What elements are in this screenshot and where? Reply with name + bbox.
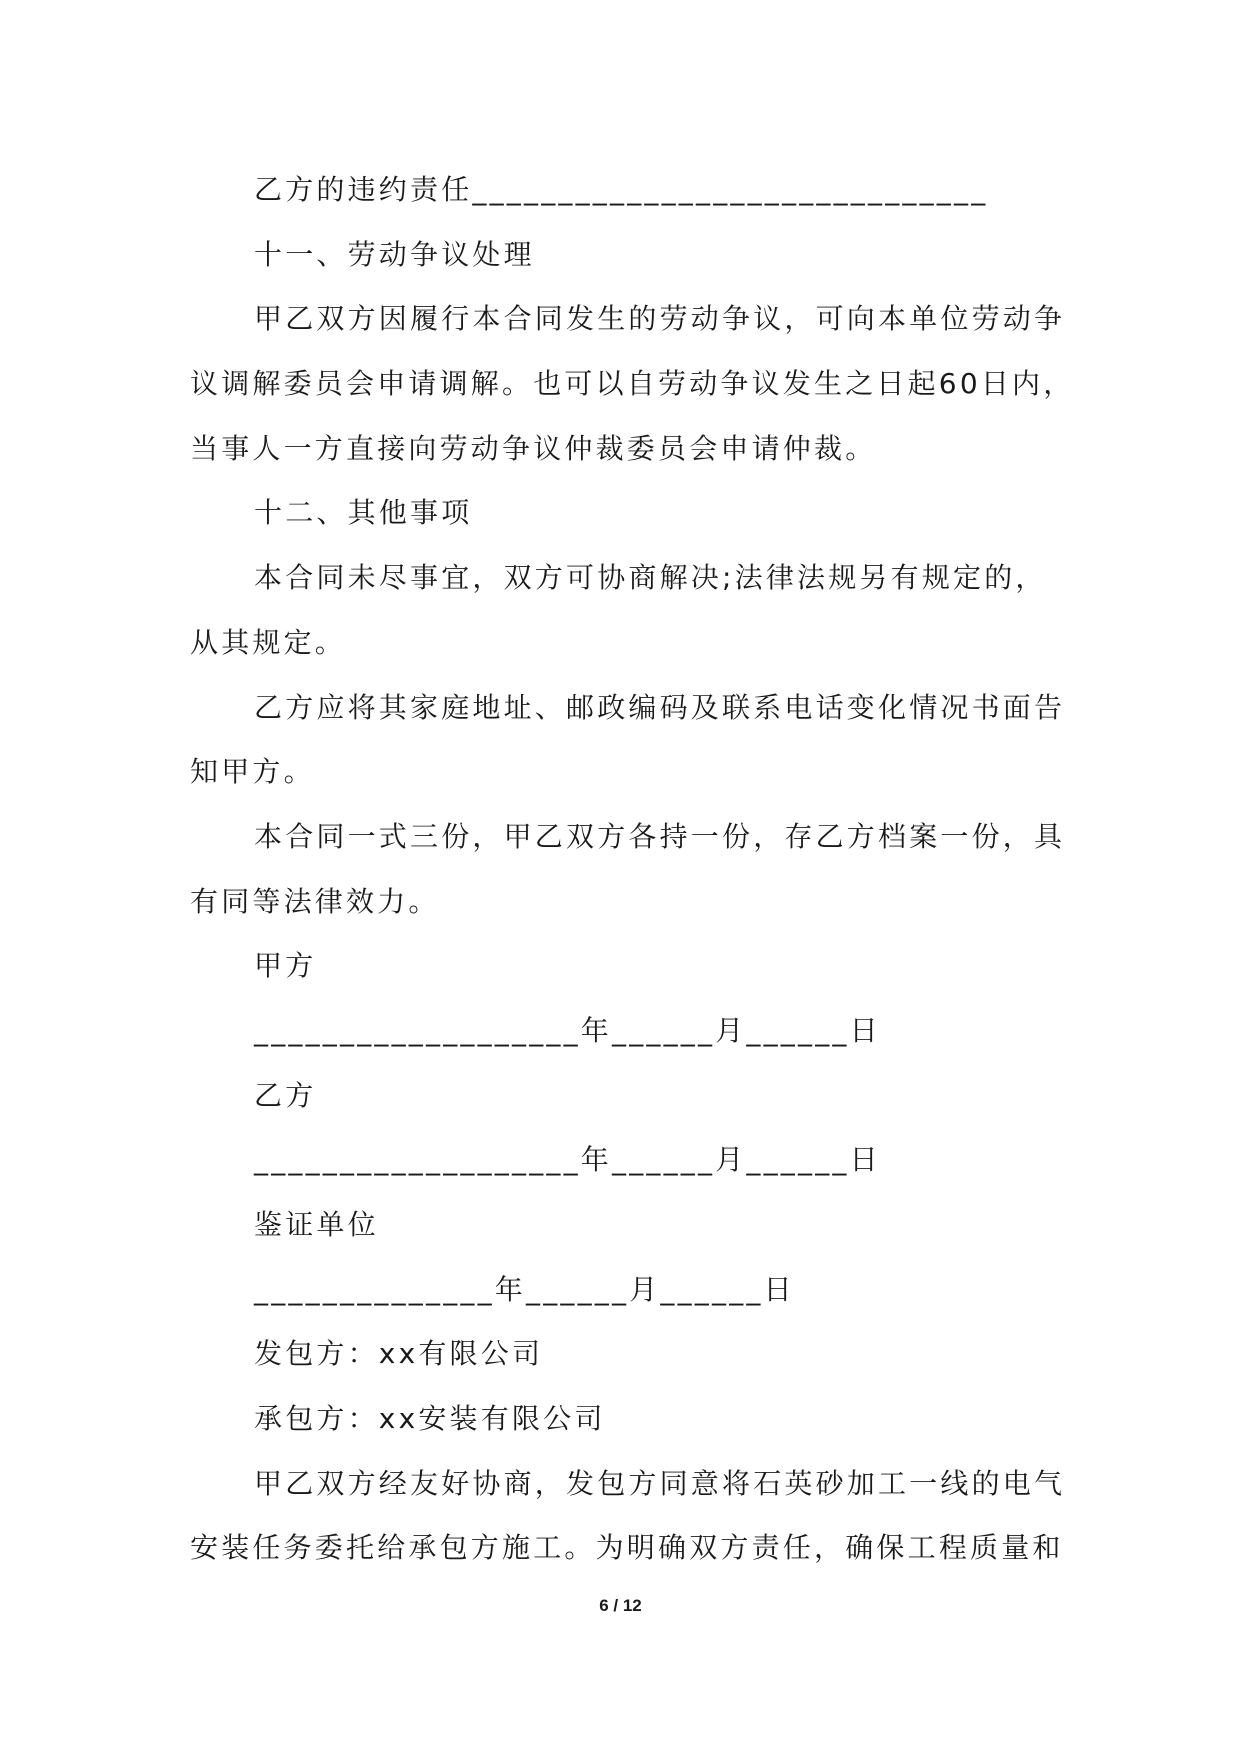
signature-date-witness: ______________年______月______日 <box>254 1272 795 1306</box>
text-line: 有同等法律效力。 <box>190 884 440 918</box>
section-heading: 十二、其他事项 <box>254 496 473 530</box>
text-line: 甲乙双方因履行本合同发生的劳动争议，可向本单位劳动争 <box>254 302 1066 336</box>
document-body <box>190 158 1075 1581</box>
text-line: 从其规定。 <box>190 625 347 659</box>
signature-date-party-b: ___________________年______月______日 <box>254 1143 881 1177</box>
text-line: 本合同未尽事宜，双方可协商解决;法律法规另有规定的， <box>254 561 1047 595</box>
text-line: 乙方应将其家庭地址、邮政编码及联系电话变化情况书面告 <box>254 690 1066 724</box>
text-line: 议调解委员会申请调解。也可以自劳动争议发生之日起60日内， <box>190 367 1075 401</box>
section-heading: 十一、劳动争议处理 <box>254 237 535 271</box>
signature-date-party-a: ___________________年______月______日 <box>254 1013 881 1047</box>
text-line: 甲乙双方经友好协商，发包方同意将石英砂加工一线的电气 <box>254 1466 1066 1500</box>
signature-label-party-a: 甲方 <box>254 949 317 983</box>
signature-label-witness: 鉴证单位 <box>254 1208 379 1241</box>
contract-employer: 发包方：xx有限公司 <box>254 1337 544 1371</box>
text-line: 本合同一式三份，甲乙双方各持一份，存乙方档案一份，具 <box>254 819 1066 853</box>
text-line: 当事人一方直接向劳动争议仲裁委员会申请仲裁。 <box>190 431 877 465</box>
text-line: 乙方的违约责任______________________________ <box>254 173 989 206</box>
text-line: 安装任务委托给承包方施工。为明确双方责任，确保工程质量和 <box>190 1531 1064 1565</box>
contract-contractor: 承包方：xx安装有限公司 <box>254 1402 606 1436</box>
text-line: 知甲方。 <box>190 755 315 789</box>
signature-label-party-b: 乙方 <box>254 1078 317 1112</box>
page-number: 6 / 12 <box>599 1596 642 1615</box>
